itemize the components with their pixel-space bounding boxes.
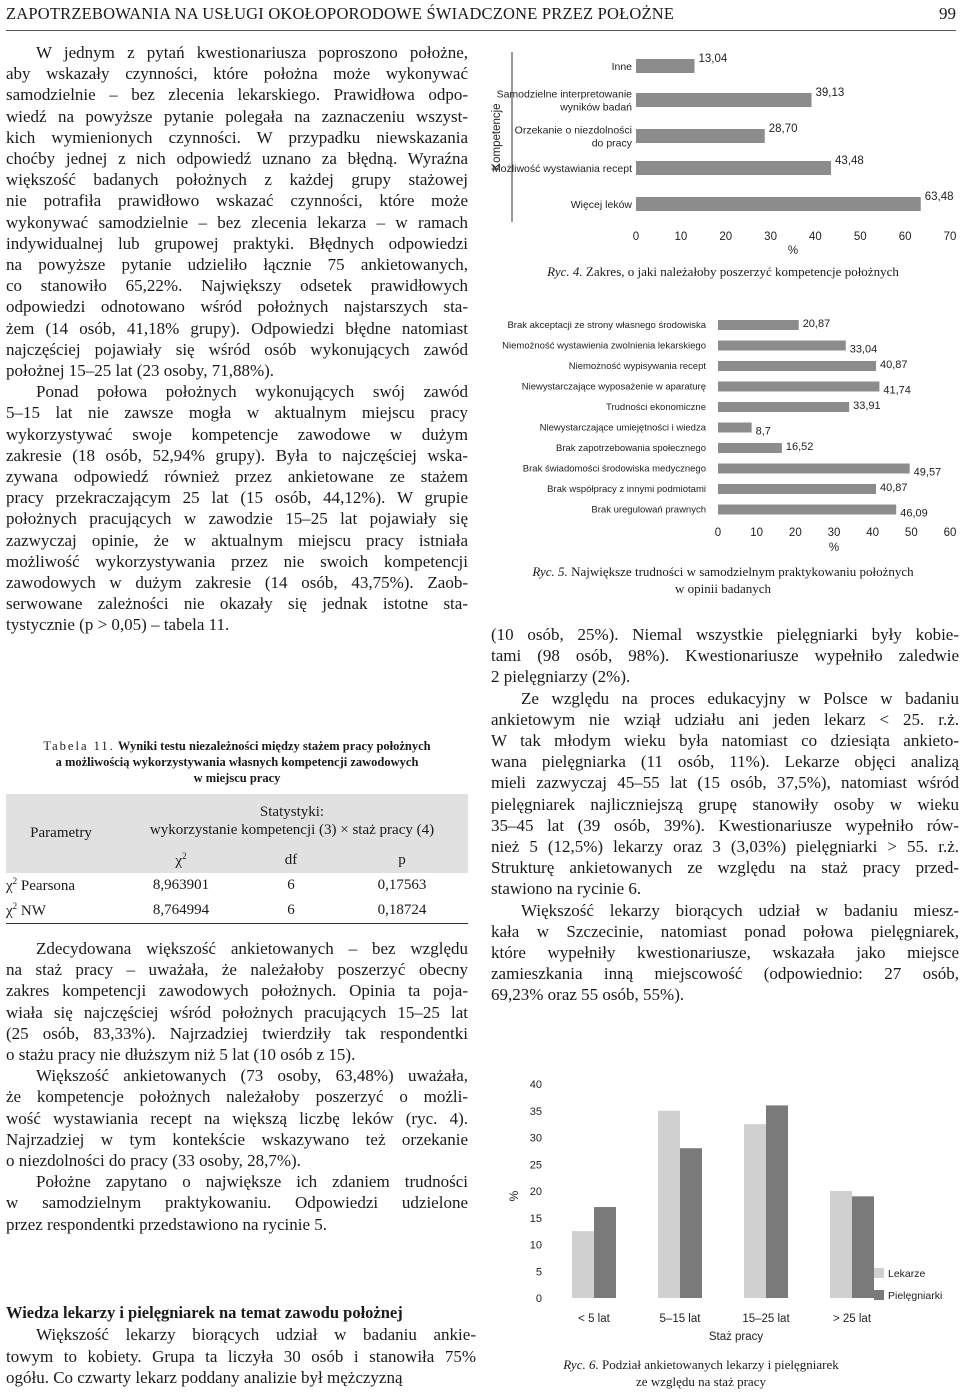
cell-p: 0,17563 <box>377 877 427 893</box>
paragraph-3 <box>6 938 468 1065</box>
right-column <box>491 624 959 1006</box>
text-line: na powyższe pytanie udzieliło łącznie 75 ankietowanych, <box>6 255 468 275</box>
table-caption <box>6 738 468 786</box>
text-line: zazwyczaj opinie, że w aktualnym miejscu pracy istniała <box>6 530 468 550</box>
text-line: zawodowych w dużym zakresie (14 osób, 43,75%). Zaob- <box>6 573 468 593</box>
text-line: Większość lekarzy biorących udział w badaniu miesz- <box>521 900 959 920</box>
text-line: że kompetencje położnych należałoby poszerzyć o możli- <box>6 1087 468 1107</box>
x-tick-label: 40 <box>866 527 880 539</box>
text-line: większość badanych położnych z każdej grupy stażowej <box>6 170 468 190</box>
text-line: stawiono na rycinie 6. <box>491 879 642 899</box>
paragraph-2 <box>6 381 468 635</box>
text-line: możliwość wykorzystywania przez nie swoich kompetencji <box>6 551 468 571</box>
y-tick-label: 30 <box>529 1132 542 1145</box>
text-line: wiała się najczęściej wśród położnych pracujących 15–25 lat <box>6 1002 468 1022</box>
x-tick-label: < 5 lat <box>578 1313 610 1325</box>
text-line: które wypełniły kwestionariusze, wskazała jako miejsce <box>491 943 959 963</box>
figure-4-text: Zakres, o jaki należałoby poszerzyć kompetencje położnych <box>585 264 899 279</box>
figure-4-chart <box>486 42 960 262</box>
left-column-bottom <box>6 938 468 1235</box>
figure-6-chart <box>496 1070 960 1352</box>
paragraph-1 <box>6 42 468 381</box>
text-line: zywana odpowiedź również przez ankietowane ze stażem <box>6 467 468 487</box>
table-row <box>6 898 468 924</box>
x-axis-title: % <box>787 245 799 257</box>
stats-header-1: Statystyki: <box>259 804 325 820</box>
legend-swatch <box>874 1290 884 1300</box>
bar-lekarze <box>572 1231 594 1298</box>
figure-5-label: Ryc. 5. <box>532 564 568 579</box>
category-label: Orzekanie o niezdolności <box>514 124 632 137</box>
text-line: wana pielęgniarka (11 osób, 11%). Lekarze objęci analizą <box>491 752 959 772</box>
text-line: zamieszkania inną miejscowość (odpowiednio: 27 osób, <box>491 964 959 984</box>
cell-df: 6 <box>287 902 295 918</box>
text-line: Większość lekarzy biorących udział w badaniu ankie- <box>36 1325 476 1344</box>
category-label: Więcej leków <box>570 199 632 211</box>
running-title: ZAPOTRZEBOWANIA NA USŁUGI OKOŁOPORODOWE ŚWIADCZONE PRZEZ POŁOŻNE <box>6 4 675 23</box>
text-line: położnej 15–25 lat (23 osoby, 71,88%). <box>6 361 275 381</box>
bar-pielegniarki <box>680 1148 702 1298</box>
bar-pielegniarki <box>594 1207 616 1298</box>
x-tick-label: 30 <box>764 231 777 243</box>
col-chi: $\chi^2$ <box>116 848 246 873</box>
category-label: Brak uregulowań prawnych <box>591 504 706 516</box>
category-label: Możliwość wystawiania recept <box>491 163 632 175</box>
bar <box>636 161 831 175</box>
bar <box>718 505 896 515</box>
text-line: żem (14 osób, 41,18% grupy). Odpowiedzi błędne natomiast <box>6 318 468 338</box>
bar <box>636 93 812 107</box>
category-label: Brak zapotrzebowania społecznego <box>556 443 706 454</box>
y-tick-label: 5 <box>535 1266 542 1279</box>
bar <box>636 59 694 73</box>
value-label: 40,87 <box>880 482 908 494</box>
text-line: na staż pracy – uważała, że należałoby poszerzyć obecny <box>6 960 468 980</box>
text-line: indywidualnej lub grupowej praktyki. Błędnych odpowiedzi <box>6 233 468 253</box>
value-label: 43,48 <box>835 155 864 167</box>
value-label: 40,87 <box>880 359 908 371</box>
text-line: Większość ankietowanych (73 osoby, 63,48%) uważała, <box>36 1066 468 1086</box>
x-tick-label: 15–25 lat <box>742 1313 790 1325</box>
text-line: 2 pielęgniarzy (2%). <box>491 667 631 687</box>
y-axis-title: Kompetencje <box>491 103 503 171</box>
text-line: położnych pracujących w zawodzie 15–25 lat pojawiały się <box>6 509 468 529</box>
x-tick-label: 30 <box>827 527 841 539</box>
y-tick-label: 40 <box>529 1079 542 1091</box>
category-label: Niewystarczające umiejętności i wiedza <box>539 422 706 434</box>
table-header-row <box>6 794 468 848</box>
figure-5-chart <box>486 308 960 560</box>
text-line: W jednym z pytań kwestionariusza poproszono położne, <box>36 43 468 62</box>
legend-label: Lekarze <box>888 1268 926 1280</box>
x-tick-label: 20 <box>788 527 802 539</box>
text-line: 35–45 lat (39 osób, 39%). Kwestionariusze wypełniło rów- <box>491 815 959 835</box>
paragraph-4 <box>6 1065 468 1171</box>
value-label: 33,91 <box>853 400 881 412</box>
text-line: odpowiedzi odnotowano wśród położnych najstarszych sta- <box>6 297 468 317</box>
text-line: wiedź na powyższe pytanie polegała na zaznaczeniu wszyst- <box>6 106 468 126</box>
cell-chi: 8,963901 <box>152 877 210 893</box>
text-line: samodzielnie – bez zlecenia lekarskiego. Prawidłowa odpo- <box>6 85 468 105</box>
text-line: tystycznie (p > 0,05) – tabela 11. <box>6 615 230 635</box>
x-tick-label: 10 <box>750 527 764 539</box>
text-line: aby wskazały czynności, które położna może wykonywać <box>6 64 468 84</box>
table-11 <box>6 738 468 924</box>
x-tick-label: 60 <box>943 527 957 539</box>
text-line: towym to kobiety. Grupa ta liczyła 30 osób i stanowiła 75% <box>6 1346 476 1366</box>
text-line: (25 osób, 83,33%). Najrzadziej twierdziły tak respondentki <box>6 1023 468 1043</box>
stats-header <box>116 794 468 848</box>
text-line: wykorzystywać swoje kompetencje zawodowe w dużym <box>6 424 468 444</box>
value-label: 13,04 <box>698 53 728 65</box>
category-label: Niewystarczające wyposażenie w aparaturę <box>521 381 706 393</box>
text-line: zakresie (18 osób, 52,94% grupy). Była to najczęściej wska- <box>6 445 468 465</box>
bar <box>718 341 846 351</box>
table-caption-line: Wyniki testu niezależności między stażem pracy położnych <box>117 739 431 753</box>
text-line: wość wystawiania recept na większą liczbę leków (ryc. 4). <box>6 1108 468 1128</box>
bar <box>718 443 782 453</box>
bar-pielegniarki <box>852 1196 874 1298</box>
cell-df: 6 <box>287 877 295 893</box>
figure-6-text-1: Podział ankietowanych lekarzy i pielęgniarek <box>601 1357 839 1372</box>
y-tick-label: 10 <box>529 1239 542 1252</box>
text-line: tami (98 osób, 98%). Kwestionariusze wypełniło zaledwie <box>491 646 959 666</box>
section-heading: Wiedza lekarzy i pielęgniarek na temat zawodu położnej <box>6 1303 403 1322</box>
value-label: 33,04 <box>849 343 878 356</box>
bar <box>718 382 879 392</box>
figure-4-label: Ryc. 4. <box>547 264 583 279</box>
text-line: ogółu. Co czwarty lekarz poddany analizie był mężczyzną <box>6 1368 403 1387</box>
category-label: Niemożność wystawienia zwolnienia lekarskiego <box>502 340 706 352</box>
value-label: 39,13 <box>815 87 845 99</box>
y-tick-label: 25 <box>529 1159 542 1172</box>
text-line: o niezdolności do pracy (33 osoby, 28,7%). <box>6 1151 301 1171</box>
paragraph-r2 <box>491 688 959 900</box>
text-line: o stażu pracy nie dłuższym niż 5 lat (10 osób z 15). <box>6 1045 356 1065</box>
page-number: 99 <box>939 4 956 23</box>
x-tick-label: 70 <box>943 231 957 243</box>
x-tick-label: 50 <box>853 231 867 243</box>
text-line: W tak młodym wieku była natomiast co dziesiąta ankieto- <box>491 731 959 751</box>
x-tick-label: 20 <box>719 231 733 243</box>
bar <box>718 484 876 494</box>
text-line: Ponad połowa położnych wykonujących swój zawód <box>36 382 468 402</box>
value-label: 16,52 <box>785 441 814 453</box>
table-label: Tabela 11. <box>43 739 115 753</box>
table-row <box>6 873 468 898</box>
bar-lekarze <box>658 1111 680 1298</box>
text-line: ankietowym nie wziął udziału ani jeden lekarz < 25. r.ż. <box>491 709 959 729</box>
figure-4-caption <box>486 264 960 280</box>
cell-chi: 8,764994 <box>152 902 210 918</box>
bar <box>636 197 921 211</box>
cell-p: 0,18724 <box>377 902 427 918</box>
x-tick-label: 60 <box>898 231 912 243</box>
text-line: Strukturę ankietowanych ze względu na staż pracy przed- <box>491 858 959 878</box>
text-line: Zdecydowana większość ankietowanych – bez względu <box>36 939 468 958</box>
y-tick-label: 35 <box>529 1105 542 1118</box>
table-caption-line: a możliwością wykorzystywania własnych kompetencji zawodowych <box>55 755 419 769</box>
x-tick-label: 5–15 lat <box>659 1313 701 1325</box>
category-label: Brak współpracy z innymi podmiotami <box>547 484 706 495</box>
param-header: Parametry <box>6 794 116 873</box>
category-label: Brak świadomości środowiska medycznego <box>522 463 706 475</box>
text-line: kich wymienionych czynności. W przypadku niewskazania <box>6 127 468 147</box>
figure-5-text-1: Największe trudności w samodzielnym praktykowaniu położnych <box>571 564 914 579</box>
x-tick-label: 50 <box>904 527 918 539</box>
text-line: (10 osób, 25%). Niemal wszystkie pielęgniarki były kobie- <box>491 625 959 644</box>
text-line: kała w Szczecinie, natomiast ponad połowa pielęgniarek, <box>491 921 959 941</box>
x-tick-label: 40 <box>809 231 822 243</box>
x-axis-title: Staż pracy <box>708 1331 764 1343</box>
text-line: serwowane zależności nie okazały się jednak istotne sta- <box>6 594 468 614</box>
paragraph-r3 <box>491 900 959 1006</box>
row-name: $\chi^2$ Pearsona <box>6 876 76 894</box>
category-label: Brak akceptacji ze strony własnego środowiska <box>507 320 706 331</box>
figure-5-text-2: w opinii badanych <box>674 581 772 596</box>
figure-6-caption <box>496 1356 906 1390</box>
text-line: nież 5 (12,5%) lekarzy oraz 3 (3,03%) pielęgniarki > 55. r.ż. <box>491 837 959 857</box>
x-axis-title: % <box>828 542 840 554</box>
stats-header-2: wykorzystanie kompetencji (3) × staż pracy (4) <box>149 822 435 838</box>
value-label: 28,70 <box>768 123 798 135</box>
running-header <box>6 0 956 31</box>
x-tick-label: > 25 lat <box>832 1313 872 1325</box>
category-label: Trudności ekonomiczne <box>606 402 706 413</box>
text-line: choćby jednej z nich odpowiedź uznano za błędną. Wyraźna <box>6 149 468 169</box>
stats-table <box>6 794 468 924</box>
bar-lekarze <box>744 1124 766 1298</box>
text-line: najczęściej pojawiały się wśród osób wykonujących zawód <box>6 339 468 359</box>
text-line: 69,23% oraz 55 osób, 55%). <box>491 985 685 1005</box>
value-label: 41,74 <box>883 384 911 397</box>
y-tick-label: 20 <box>529 1186 542 1198</box>
value-label: 8,7 <box>755 425 771 438</box>
value-label: 63,48 <box>924 191 954 203</box>
text-line: w samodzielnym praktykowaniu. Odpowiedzi udzielone <box>6 1193 468 1213</box>
text-line: 5–15 lat nie zawsze mogła w aktualnym miejscu pracy <box>6 403 468 423</box>
row-name: $\chi^2$ NW <box>6 901 46 919</box>
text-line: przez respondentki przedstawiono na rycinie 5. <box>6 1214 327 1234</box>
value-label: 46,09 <box>900 507 928 520</box>
category-label: Samodzielne interpretowanie <box>496 88 632 101</box>
figure-5-caption <box>486 563 960 597</box>
col-p: p <box>336 848 468 873</box>
bar <box>718 464 910 474</box>
x-tick-label: 0 <box>632 231 640 243</box>
text-line: Położne zapytano o największe ich zdaniem trudności <box>36 1172 468 1192</box>
paragraph-5 <box>6 1171 468 1235</box>
value-label: 20,87 <box>802 318 831 330</box>
text-line: mieli zazwyczaj 45–55 lat (15 osób, 37,5%), natomiast wśród <box>491 773 959 793</box>
text-line: nie potrafiła prawidłowo wskazać czynności, które może <box>6 191 468 211</box>
bar-pielegniarki <box>766 1105 788 1298</box>
text-line: co stanowiło 65,22%. Największy odsetek prawidłowych <box>6 276 468 296</box>
paragraph-r1 <box>491 624 959 688</box>
text-line: wykonywać samodzielnie – bez zlecenia lekarza – w ramach <box>6 212 468 232</box>
bar <box>636 129 765 143</box>
text-line: zakres kompetencji zawodowych położnych. Opinia ta poja- <box>6 981 468 1001</box>
text-line: pielęgniarek najliczniejszą grupę stanowiły osoby w wieku <box>491 794 959 814</box>
legend-swatch <box>874 1268 884 1278</box>
x-tick-label: 10 <box>674 231 688 243</box>
section-doctors-nurses <box>6 1302 476 1389</box>
category-label: Niemożność wypisywania recept <box>568 361 706 372</box>
text-line: Najrzadziej w tym kontekście wskazywano też orzekanie <box>6 1129 468 1149</box>
category-label: wyników badań <box>560 101 632 114</box>
x-tick-label: 0 <box>714 527 722 539</box>
bar <box>718 320 799 330</box>
y-tick-label: 0 <box>535 1293 542 1305</box>
y-axis-title: % <box>507 1190 521 1202</box>
table-caption-line: w miejscu pracy <box>193 771 281 785</box>
category-label: Inne <box>611 61 632 73</box>
text-line: pracy przekraczającym 25 lat (15 osób, 44,12%). W grupie <box>6 488 468 508</box>
left-column-top <box>6 42 468 636</box>
bar <box>718 423 752 433</box>
figure-6-label: Ryc. 6. <box>563 1357 599 1372</box>
bar <box>718 402 849 412</box>
text-line: Ze względu na proces edukacyjny w Polsce w badaniu <box>521 688 959 708</box>
bar <box>718 361 876 371</box>
legend-label: Pielęgniarki <box>888 1290 943 1302</box>
y-tick-label: 15 <box>529 1212 542 1225</box>
bar-lekarze <box>830 1191 852 1298</box>
section-paragraph <box>6 1324 476 1389</box>
figure-6-text-2: ze względu na staż pracy <box>636 1374 766 1389</box>
category-label: do pracy <box>591 137 632 150</box>
col-df: df <box>246 848 336 873</box>
value-label: 49,57 <box>913 466 942 479</box>
